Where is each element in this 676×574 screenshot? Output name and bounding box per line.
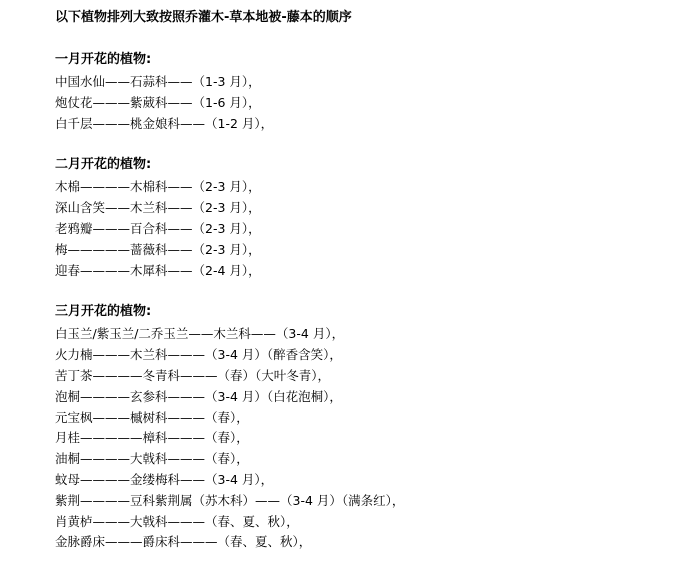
list-item: 迎春————木犀科——（2-4 月）， <box>55 262 261 278</box>
document-body <box>55 8 655 574</box>
list-item: 月桂—————樟科———（春）， <box>55 430 249 446</box>
list-item: 白千层———桃金娘科——（1-2 月）， <box>55 115 274 131</box>
list-item: 油桐————大戟科———（春）， <box>55 451 249 467</box>
list-item: 火力楠———木兰科———（3-4 月）（醉香含笑）， <box>55 347 342 363</box>
section-january <box>55 50 655 134</box>
list-item: 中国水仙——石蒜科——（1-3 月）， <box>55 74 261 89</box>
list-item: 紫荆————豆科紫荆属（苏木科）——（3-4 月）（满条红）， <box>55 492 405 508</box>
list-item: 深山含笑——木兰科——（2-3 月）， <box>55 200 261 216</box>
section-heading-march: 三月开花的植物: <box>55 304 152 320</box>
section-heading-january: 一月开花的植物: <box>55 52 152 67</box>
list-item: 蚊母————金缕梅科——（3-4 月）， <box>55 471 274 487</box>
document-title: 以下植物排列大致按照乔灌木-草本地被-藤本的顺序 <box>55 10 352 25</box>
list-item: 老鸦瓣———百合科——（2-3 月）， <box>55 220 261 236</box>
list-item: 金脉爵床———爵床科———（春、夏、秋）， <box>55 534 312 550</box>
section-march <box>55 302 655 553</box>
list-item: 泡桐————玄参科———（3-4 月）（白花泡桐）， <box>55 388 342 404</box>
list-item: 元宝枫———槭树科———（春）， <box>55 409 249 425</box>
section-february <box>55 155 655 281</box>
list-item: 肖黄栌———大戟科———（春、夏、秋）， <box>55 513 299 529</box>
list-item: 炮仗花———紫葳科——（1-6 月）， <box>55 94 261 110</box>
list-item: 木棉————木棉科——（2-3 月）， <box>55 179 261 195</box>
list-item: 苦丁茶————冬青科———（春）（大叶冬青）， <box>55 367 331 383</box>
list-item: 梅—————蔷薇科——（2-3 月）， <box>55 241 261 257</box>
list-item: 白玉兰/紫玉兰/二乔玉兰——木兰科——（3-4 月）， <box>55 326 345 342</box>
section-heading-february: 二月开花的植物: <box>55 157 152 173</box>
